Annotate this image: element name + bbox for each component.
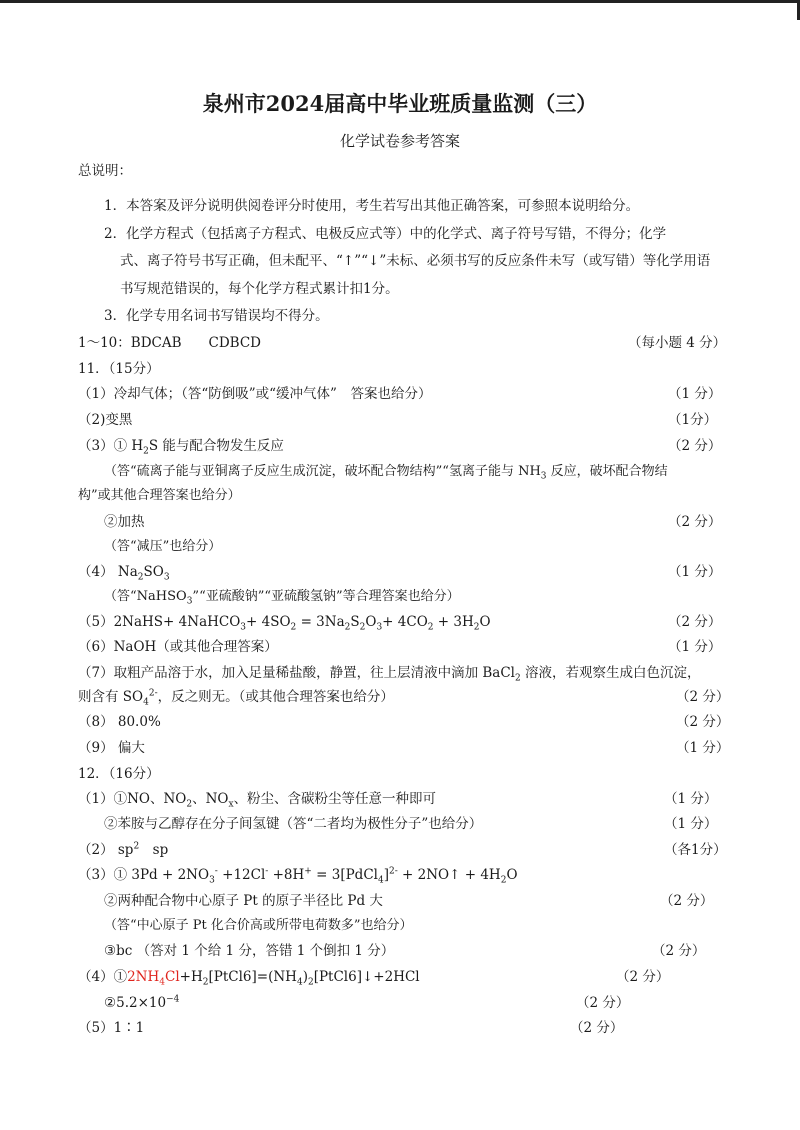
q12-part-3b-note: （答“中心原子 Pt 化合价高或所带电荷数多”也给分） <box>104 918 413 933</box>
general-item-1: 1．本答案及评分说明供阅卷评分时使用，考生若写出其他正确答案，可参照本说明给分。 <box>104 198 640 214</box>
q11-part-3a-note-2: 构”或其他合理答案也给分） <box>78 488 241 503</box>
q11-part-3b-note: （答“减压”也给分） <box>104 539 222 554</box>
q11-part-8: （8） 80.0% <box>78 714 161 730</box>
q12-part-5: （5）1∶1 <box>78 1020 145 1036</box>
general-item-2-line-2: 式、离子符号书写正确，但未配平、“↑”“↓”未标、必须书写的反应条件未写（或写错）等化学用语 <box>120 253 711 269</box>
q12-part-1b-score: （1 分） <box>664 816 718 832</box>
q12-part-4a-equation: $(4)①2NH_4Cl+H_2[PtCl6]=(NH_4)_2[PtCl6]↓+2HCl$ <box>78 969 420 988</box>
q12-part-1a-score: （1 分） <box>664 791 718 807</box>
general-item-2-line-1: 2．化学方程式（包括离子方程式、电极反应式等）中的化学式、离子符号写错，不得分；化学 <box>104 226 667 242</box>
q11-part-8-score: （2 分） <box>676 714 730 730</box>
top-border <box>0 0 800 3</box>
general-item-2-line-3: 书写规范错误的，每个化学方程式累计扣1分。 <box>120 281 399 297</box>
general-item-3: 3．化学专用名词书写错误均不得分。 <box>104 308 329 324</box>
q11-part-6-score: （1 分） <box>668 639 722 655</box>
q12-part-3a-equation: （3）① $3Pd + 2NO_3^- +12Cl^- +8H^+$ = 3[PdCl$_4$]$^{2-}$ + 2NO↑ + $4H_2O$ <box>78 866 518 886</box>
mc-score: （每小题 4 分） <box>628 335 727 351</box>
q11-part-6: （6）NaOH（或其他合理答案） <box>78 639 278 655</box>
mc-answers: 1～10：BDCAB CDBCD <box>78 335 261 351</box>
q11-part-1: （1）冷却气体；（答“防倒吸”或“缓冲气体” 答案也给分） <box>78 386 432 402</box>
q12-part-2-score: （各1分） <box>664 842 727 858</box>
q11-part-4-score: （1 分） <box>668 564 722 580</box>
q11-part-3b-score: （2 分） <box>668 514 722 530</box>
q12-part-4b: $②5.2\times 10^{-4}$ <box>104 994 180 1011</box>
q11-part-2-score: （1分） <box>668 412 718 428</box>
q11-part-7-line-1: （7）取粗产品溶于水，加入足量稀盐酸，静置，往上层清液中滴加 BaCl$_2$ 溶液，若观察生成白色沉淀， <box>78 665 701 684</box>
q11-part-3a-score: （2 分） <box>668 438 722 454</box>
q11-part-7-score: （2 分） <box>676 689 730 705</box>
q12-part-1b: ②苯胺与乙醇存在分子间氢键（答“二者均为极性分子”也给分） <box>104 816 483 832</box>
q12-part-5-score: （2 分） <box>570 1020 624 1036</box>
q12-heading: 12．（16分） <box>78 766 160 782</box>
general-heading: 总说明： <box>78 163 132 179</box>
q12-part-3b-score: （2 分） <box>660 893 714 909</box>
q11-part-5-equation: （5）2NaHS+ 4NaHCO$_3$+ $4SO_2 = 3Na_2S_2O_3+ 4CO_2 + 3H_2O$ <box>78 614 491 633</box>
page-subtitle: 化学试卷参考答案 <box>339 132 460 150</box>
q12-part-3c: ③bc （答对 1 个给 1 分，答错 1 个倒扣 1 分） <box>104 943 395 959</box>
q11-part-3b: ②加热 <box>104 514 145 530</box>
q12-part-2: （2） $sp^2$ sp <box>78 841 169 858</box>
q12-part-1a: （1）①NO、$NO_2$、$NO_x$、粉尘、含碳粉尘等任意一种即可 <box>78 791 437 810</box>
page-title: 泉州市2024届高中毕业班质量监测（三） <box>202 91 598 116</box>
q12-part-3b: ②两种配合物中心原子 Pt 的原子半径比 Pd 大 <box>104 893 383 909</box>
q11-part-9-score: （1 分） <box>676 740 730 756</box>
q11-part-4-note: （答“NaHSO$_3$”“亚硫酸钠”“亚硫酸氢钠”等合理答案也给分） <box>104 589 460 607</box>
q11-heading: 11．（15分） <box>78 361 160 377</box>
q12-part-3c-score: （2 分） <box>652 943 706 959</box>
q11-part-9: （9） 偏大 <box>78 740 145 756</box>
q12-part-4a-score: （2 分） <box>616 969 670 985</box>
q11-part-3a-note-1: （答“硫离子能与亚铜离子反应生成沉淀，破坏配合物结构”“氢离子能与 $NH_3$ 反应，破坏配合物结 <box>104 464 668 482</box>
q11-part-3a: （3）① $H_2S$ 能与配合物发生反应 <box>78 438 284 457</box>
q11-part-7-line-2: 则含有 $SO_4^{2-}$，反之则无。（或其他合理答案也给分） <box>78 688 394 708</box>
q11-part-4: （4） $Na_2SO_3$ <box>78 564 170 583</box>
q11-part-2: （2)变黑 <box>78 412 133 428</box>
q12-part-4b-score: （2 分） <box>576 995 630 1011</box>
highlighted-reactant: $2NH_4Cl$ <box>127 969 180 988</box>
q11-part-5-score: （2 分） <box>668 614 722 630</box>
q11-part-1-score: （1 分） <box>668 386 722 402</box>
